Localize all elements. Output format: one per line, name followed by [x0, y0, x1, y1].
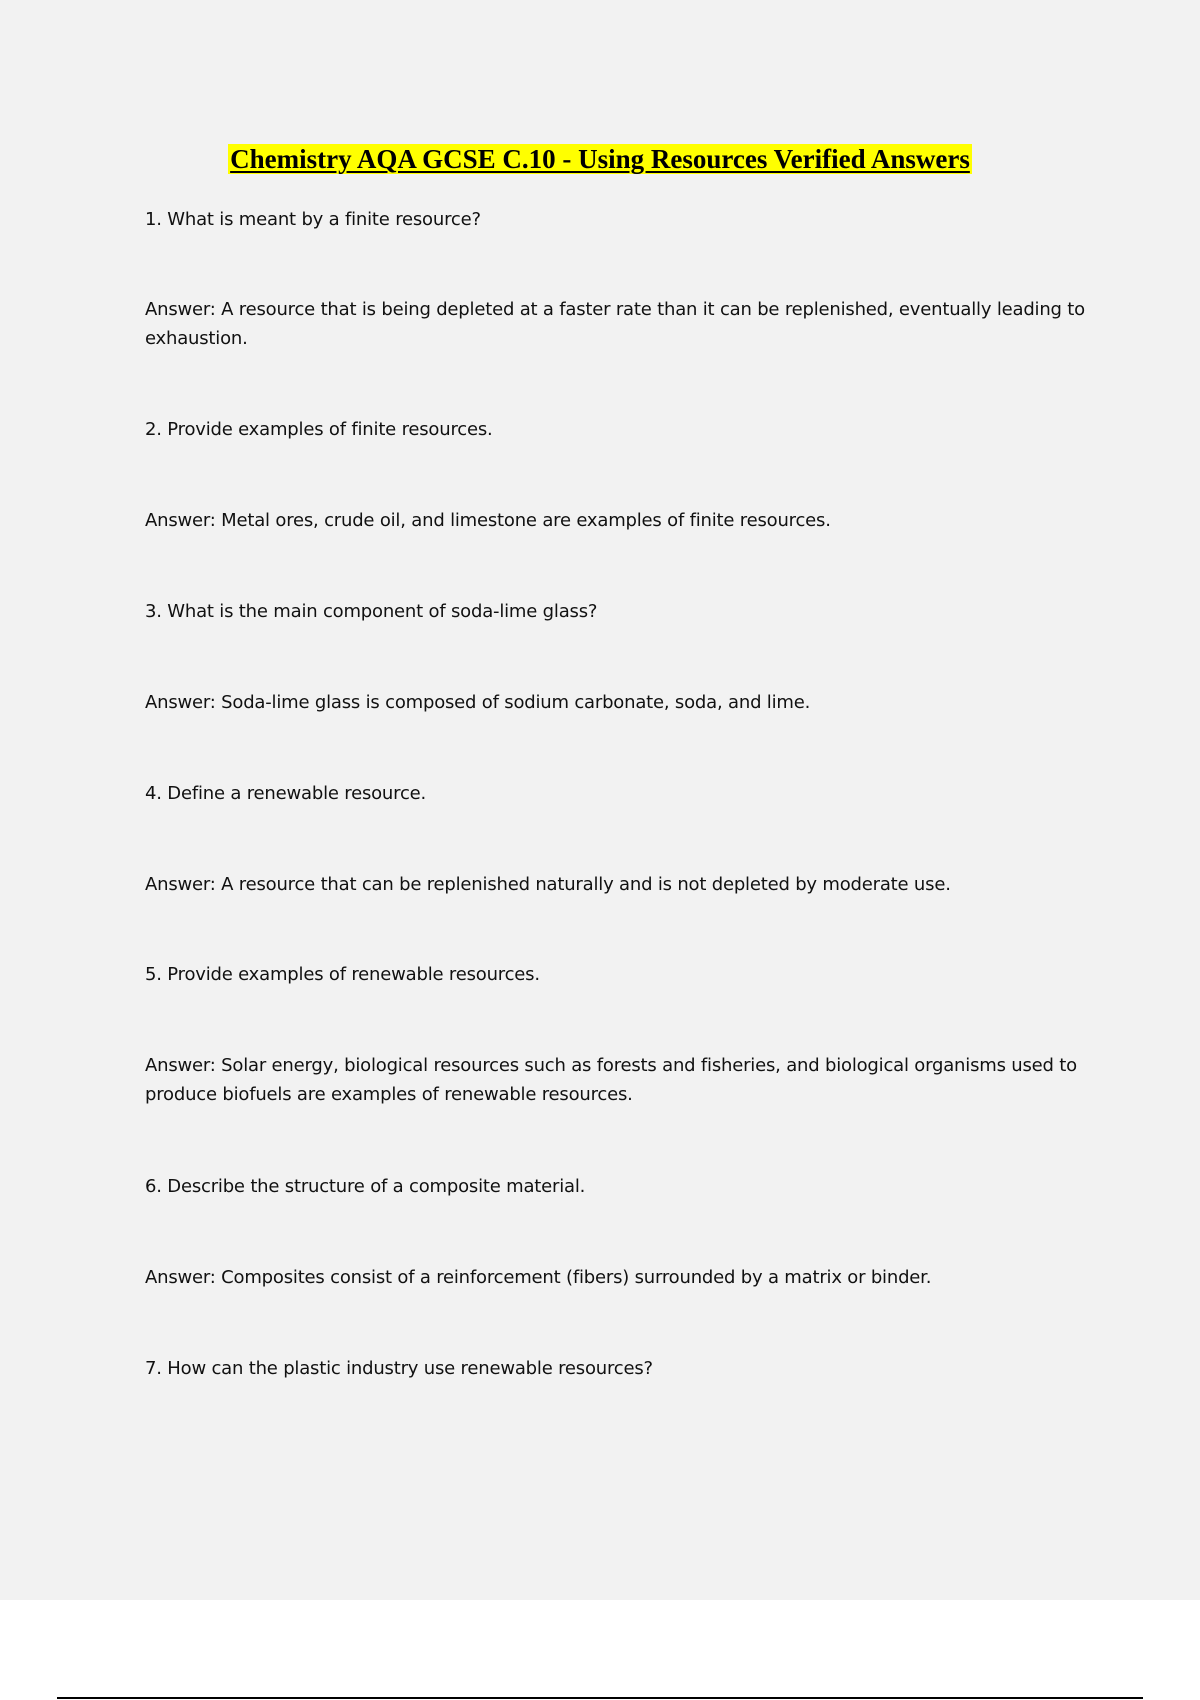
question-4: 4. Define a renewable resource. — [145, 783, 427, 804]
answer-6: Answer: Composites consist of a reinforcement (fibers) surrounded by a matrix or binder. — [145, 1267, 932, 1288]
question-5: 5. Provide examples of renewable resources. — [145, 964, 540, 985]
question-3: 3. What is the main component of soda-lime glass? — [145, 601, 598, 622]
footer-divider — [57, 1697, 1143, 1699]
title-container — [0, 142, 1200, 176]
answer-1: Answer: A resource that is being depleted at a faster rate than it can be replenished, eventually leading to exhaustion. — [145, 299, 1085, 349]
document-title: Chemistry AQA GCSE C.10 - Using Resources Verified Answers — [230, 144, 970, 174]
answer-5: Answer: Solar energy, biological resources such as forests and fisheries, and biological organisms used to produce biofuels are examples of renewable resources. — [145, 1055, 1077, 1105]
question-6: 6. Describe the structure of a composite material. — [145, 1176, 586, 1197]
answer-4: Answer: A resource that can be replenished naturally and is not depleted by moderate use. — [145, 874, 951, 895]
question-7: 7. How can the plastic industry use renewable resources? — [145, 1358, 653, 1379]
answer-2: Answer: Metal ores, crude oil, and limestone are examples of finite resources. — [145, 510, 831, 531]
question-1: 1. What is meant by a finite resource? — [145, 209, 481, 230]
answer-3: Answer: Soda-lime glass is composed of sodium carbonate, soda, and lime. — [145, 692, 811, 713]
question-2: 2. Provide examples of finite resources. — [145, 419, 493, 440]
